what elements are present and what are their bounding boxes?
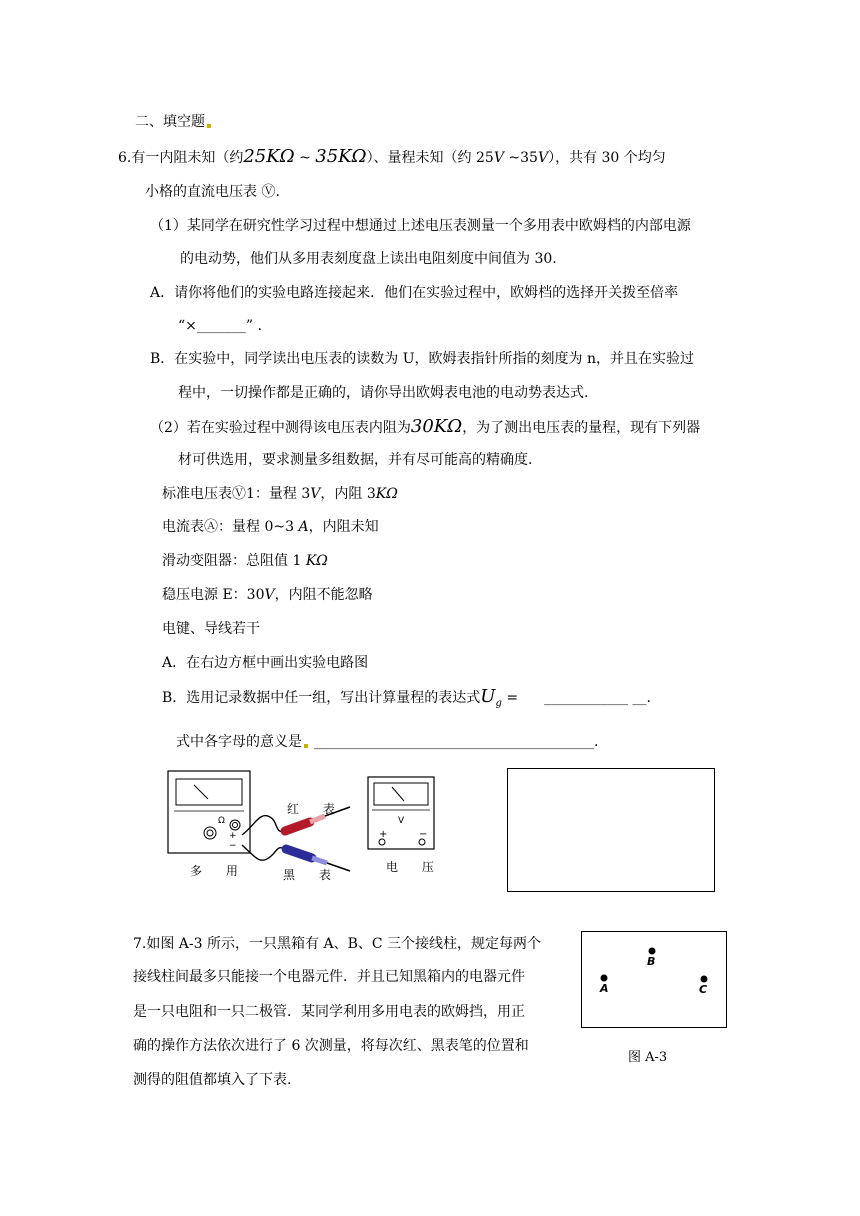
equipment-standard-voltmeter: 标准电压表Ⓥ1：量程 3V，内阻 3KΩ bbox=[162, 486, 398, 502]
red-wire bbox=[242, 816, 285, 835]
voltmeter-caption: 电 压 bbox=[386, 860, 444, 874]
equipment-rheostat: 滑动变阻器：总阻值 1 KΩ bbox=[162, 553, 328, 569]
ohm-symbol: Ω bbox=[218, 816, 225, 826]
q7-line3: 是一只电阻和一只二极管．某同学利用多用电表的欧姆挡，用正 bbox=[133, 1004, 525, 1020]
circuit-answer-box[interactable] bbox=[507, 768, 715, 892]
q6-part1-A-line1: A．请你将他们的实验电路连接起来．他们在实验过程中，欧姆档的选择开关拨至倍率 bbox=[150, 285, 679, 301]
terminal-B-label: B bbox=[647, 955, 656, 968]
q6-stem-line1: 6.有一内阻未知（约25KΩ ~ 35KΩ）、量程未知（约 25V ~35V），共有 30 个均匀 bbox=[118, 146, 666, 167]
terminal-A-label: A bbox=[600, 982, 609, 995]
svg-text:−: − bbox=[419, 829, 428, 840]
black-box-figure bbox=[581, 931, 727, 1028]
q6-part2-A: A．在右边方框中画出实验电路图 bbox=[162, 655, 369, 671]
q6-part2-B: B．选用记录数据中任一组，写出计算量程的表达式$U_g$ = ____________ __. bbox=[162, 686, 651, 709]
q6-part2-meaning: 式中各字母的意义是 ________________________________________. bbox=[176, 734, 599, 750]
black-probe-label: 黑 表 bbox=[283, 868, 341, 882]
voltmeter bbox=[368, 777, 434, 849]
multimeter bbox=[168, 771, 250, 853]
terminal-C bbox=[701, 976, 708, 983]
voltmeter-symbol: V bbox=[398, 816, 405, 826]
multimeter-caption: 多 用 bbox=[190, 864, 248, 878]
svg-text:−: − bbox=[229, 841, 237, 851]
q6-part1-B-line2: 程中，一切操作都是正确的，请你导出欧姆表电池的电动势表达式. bbox=[178, 385, 589, 401]
equipment-switch-wires: 电键、导线若干 bbox=[162, 621, 260, 637]
q6-part1-line1: （1）某同学在研究性学习过程中想通过上述电压表测量一个多用表中欧姆档的内部电源 bbox=[150, 218, 691, 234]
terminal-A bbox=[601, 975, 608, 982]
q6-part1-B-line1: B．在实验中，同学读出电压表的读数为 U，欧姆表指针所指的刻度为 n，并且在实验过 bbox=[150, 351, 695, 367]
marker-dot bbox=[304, 744, 308, 748]
q7-line2: 接线柱间最多只能接一个电器元件．并且已知黑箱内的电器元件 bbox=[133, 969, 525, 985]
terminal-C-label: C bbox=[699, 983, 708, 996]
q6-part1-line2: 的电动势，他们从多用表刻度盘上读出电阻刻度中间值为 30. bbox=[180, 251, 557, 267]
q7-line1: 7.如图 A-3 所示，一只黑箱有 A、B、C 三个接线柱，规定每两个 bbox=[133, 936, 542, 952]
terminal-B bbox=[649, 948, 656, 955]
svg-text:+: + bbox=[379, 829, 388, 840]
q6-part2-line1: （2）若在实验过程中测得该电压表内阻为30KΩ，为了测出电压表的量程，现有下列器 bbox=[150, 416, 701, 437]
q6-part1-A-line2: “×_______” . bbox=[178, 318, 262, 334]
q6-stem-line2: 小格的直流电压表 Ⓥ. bbox=[145, 184, 280, 200]
equipment-ammeter: 电流表Ⓐ：量程 0~3 A，内阻未知 bbox=[162, 519, 379, 535]
q7-line4: 确的操作方法依次进行了 6 次测量，将每次红、黑表笔的位置和 bbox=[133, 1038, 529, 1054]
q7-line5: 测得的阻值都填入了下表. bbox=[133, 1072, 292, 1088]
q6-part2-line2: 材可供选用，要求测量多组数据，并有尽可能高的精确度. bbox=[178, 452, 533, 468]
marker-dot bbox=[207, 124, 211, 128]
svg-text:+: + bbox=[229, 831, 237, 841]
red-probe-label: 红 表 bbox=[287, 802, 345, 816]
equipment-power-supply: 稳压电源 E：30V，内阻不能忽略 bbox=[162, 587, 373, 603]
section-heading: 二、填空题 bbox=[135, 113, 211, 131]
figure-a3-caption: 图 A-3 bbox=[628, 1050, 668, 1065]
